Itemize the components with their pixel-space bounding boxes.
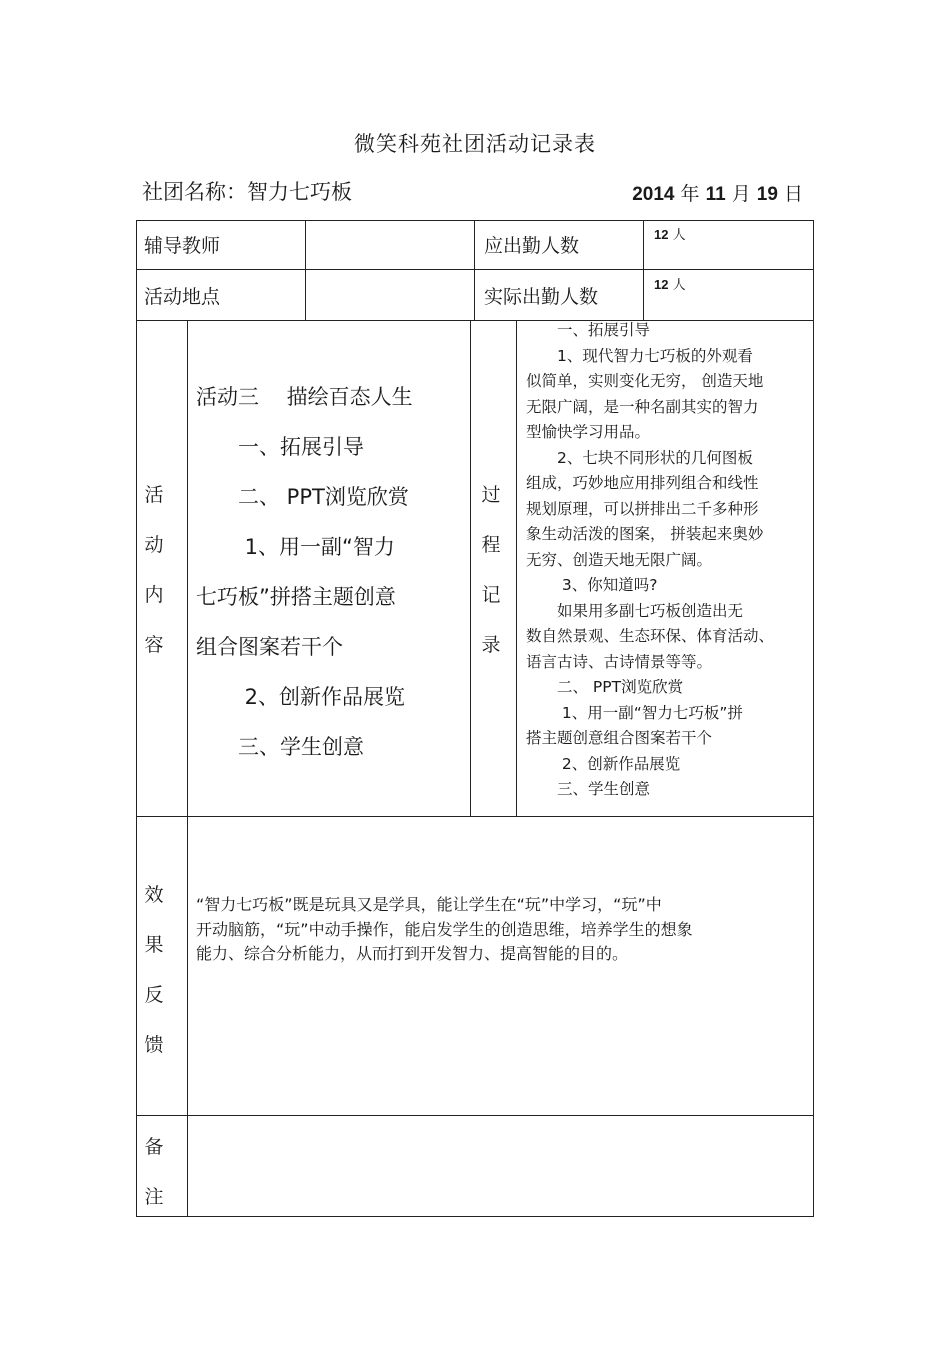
teacher-label: 辅导教师 bbox=[144, 235, 221, 257]
activity-line: 2、创新作品展览 bbox=[196, 685, 406, 709]
expected-attendance-value bbox=[654, 224, 686, 243]
effect-line: 能力、综合分析能力，从而打到开发智力、提高智能的目的。 bbox=[196, 944, 629, 963]
process-line: 型愉快学习用品。 bbox=[526, 423, 651, 441]
activity-line: 二、 PPT浏览欣赏 bbox=[196, 485, 409, 509]
process-line: 2、七块不同形状的几何图板 bbox=[526, 448, 753, 467]
effect-label bbox=[140, 880, 168, 1080]
effect-feedback bbox=[196, 893, 693, 967]
actual-attendance-unit: 人 bbox=[672, 278, 686, 293]
effect-label-char: 反 bbox=[144, 984, 164, 1006]
effect-line: “智力七巧板”既是玩具又是学具，能让学生在“玩”中学习，“玩”中 bbox=[196, 895, 662, 914]
process-line: 三、学生创意 bbox=[526, 780, 651, 798]
activity-line: 1、用一副“智力 bbox=[196, 535, 395, 559]
page-title: 微笑科苑社团活动记录表 bbox=[354, 132, 596, 156]
location-label: 活动地点 bbox=[144, 286, 221, 308]
process-label-char: 录 bbox=[481, 634, 501, 656]
activity-line: 活动三 描绘百态人生 bbox=[196, 385, 413, 409]
process-line: 组成，巧妙地应用排列组合和线性 bbox=[526, 474, 759, 492]
process-line: 3、你知道吗? bbox=[526, 576, 658, 594]
process-line: 搭主题创意组合图案若干个 bbox=[526, 729, 713, 747]
content-label-char: 活 bbox=[144, 484, 164, 506]
expected-attendance-number: 12 bbox=[654, 227, 669, 242]
process-line: 规划原理，可以拼排出二千多种形 bbox=[526, 499, 759, 518]
remark-label-char: 注 bbox=[144, 1186, 164, 1208]
expected-attendance-label: 应出勤人数 bbox=[484, 235, 580, 257]
process-label bbox=[477, 480, 505, 680]
process-line: 1、现代智力七巧板的外观看 bbox=[526, 346, 753, 365]
activity-line: 三、学生创意 bbox=[196, 735, 364, 759]
club-name: 社团名称：智力七巧板 bbox=[142, 180, 352, 204]
expected-attendance-unit: 人 bbox=[672, 228, 686, 243]
remark-label-char: 备 bbox=[144, 1136, 164, 1158]
process-line: 如果用多副七巧板创造出无 bbox=[526, 601, 744, 620]
process-line: 语言古诗、古诗情景等等。 bbox=[526, 652, 713, 671]
actual-attendance-label: 实际出勤人数 bbox=[484, 286, 599, 308]
effect-label-char: 果 bbox=[144, 934, 164, 956]
process-line: 无限广阔，是一种名副其实的智力 bbox=[526, 397, 759, 416]
process-line: 二、 PPT浏览欣赏 bbox=[526, 678, 684, 696]
process-line: 一、拓展引导 bbox=[526, 321, 651, 339]
date-month-unit: 月 bbox=[731, 183, 751, 205]
activity-content bbox=[196, 372, 413, 772]
process-line: 2、创新作品展览 bbox=[526, 754, 681, 773]
effect-label-char: 馈 bbox=[144, 1034, 164, 1056]
remark-label bbox=[140, 1132, 168, 1232]
process-label-char: 记 bbox=[481, 584, 501, 606]
actual-attendance-value bbox=[654, 274, 686, 293]
process-label-char: 过 bbox=[481, 484, 501, 506]
content-label-char: 内 bbox=[144, 584, 164, 606]
process-record bbox=[526, 318, 808, 803]
process-line: 似简单，实则变化无穷， 创造天地 bbox=[526, 372, 764, 390]
activity-line: 一、拓展引导 bbox=[196, 435, 364, 459]
date-year-unit: 年 bbox=[680, 183, 700, 205]
content-label-char: 容 bbox=[144, 634, 164, 656]
actual-attendance-number: 12 bbox=[654, 277, 669, 292]
process-line: 无穷、创造天地无限广阔。 bbox=[526, 550, 713, 569]
process-label-char: 程 bbox=[481, 534, 501, 556]
date-day: 19 bbox=[756, 184, 778, 205]
activity-line: 七巧板”拼搭主题创意 bbox=[196, 585, 396, 609]
record-date bbox=[632, 179, 803, 206]
effect-line: 开动脑筋，“玩”中动手操作，能启发学生的创造思维，培养学生的想象 bbox=[196, 919, 693, 939]
activity-line: 组合图案若干个 bbox=[196, 635, 343, 659]
process-line: 象生动活泼的图案， 拼装起来奥妙 bbox=[526, 525, 764, 543]
process-line: 1、用一副“智力七巧板”拼 bbox=[526, 703, 743, 722]
effect-label-char: 效 bbox=[144, 884, 164, 906]
content-label bbox=[140, 480, 168, 680]
date-day-unit: 日 bbox=[783, 183, 803, 205]
date-year: 2014 bbox=[632, 184, 675, 205]
process-line: 数自然景观、生态环保、体育活动、 bbox=[526, 627, 775, 645]
date-month: 11 bbox=[705, 184, 726, 205]
content-label-char: 动 bbox=[144, 534, 164, 556]
